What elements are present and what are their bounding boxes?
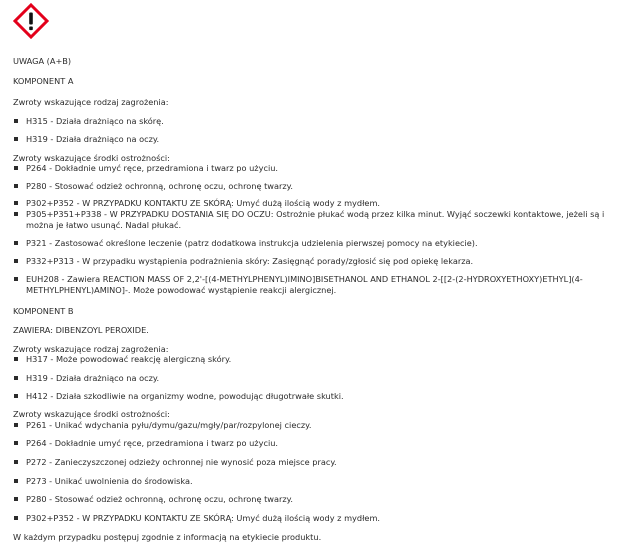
ghs-exclamation-mark-icon <box>13 3 49 39</box>
component-b-hazard-item: H317 - Może powodować reakcję alergiczną skóry. <box>13 354 626 365</box>
bullet-icon <box>14 119 18 123</box>
component-b-precaution-item: P261 - Unikać wdychania pyłu/dymu/gazu/mgły/par/rozpylonej cieczy. <box>13 420 626 431</box>
component-b-hazard-item: H412 - Działa szkodliwie na organizmy wodne, powodując długotrwałe skutki. <box>13 391 626 402</box>
component-b-precaution-item: P302+P352 - W PRZYPADKU KONTAKTU ZE SKÓRĄ: Umyć dużą ilością wody z mydłem. <box>13 513 626 524</box>
bullet-icon <box>14 201 18 205</box>
component-b-precaution-item: P280 - Stosować odzież ochronną, ochronę oczu, ochronę twarzy. <box>13 494 626 505</box>
bullet-icon <box>14 516 18 520</box>
component-a-hazard-item: H315 - Działa drażniąco na skórę. <box>13 116 626 127</box>
warning-header: UWAGA (A+B) <box>13 56 72 66</box>
bullet-icon <box>14 137 18 141</box>
footer-note: W każdym przypadku postępuj zgodnie z informacją na etykiecie produktu. <box>13 532 322 542</box>
bullet-icon <box>14 259 18 263</box>
component-a-precaution-item: P321 - Zastosować określone leczenie (patrz dodatkowa instrukcja udzielenia pierwszej pomocy na etykiecie). <box>13 238 626 249</box>
bullet-icon <box>14 277 18 281</box>
component-a-precaution-item: P280 - Stosować odzież ochronną, ochronę oczu, ochronę twarzy. <box>13 181 626 192</box>
bullet-icon <box>14 460 18 464</box>
bullet-icon <box>14 241 18 245</box>
bullet-icon <box>14 423 18 427</box>
component-b-precaution-item: P273 - Unikać uwolnienia do środowiska. <box>13 476 626 487</box>
bullet-icon <box>14 376 18 380</box>
component-a-precaution-item: P332+P313 - W przypadku wystąpienia podrażnienia skóry: Zasięgnąć porady/zgłosić się pod opiekę lekarza. <box>13 256 626 267</box>
component-b-contains: ZAWIERA: DIBENZOYL PEROXIDE. <box>13 325 149 335</box>
component-a-precaution-item: P302+P352 - W PRZYPADKU KONTAKTU ZE SKÓRĄ: Umyć dużą ilością wody z mydłem. <box>13 198 626 209</box>
component-b-hazard-heading: Zwroty wskazujące rodzaj zagrożenia: <box>13 344 169 354</box>
component-a-precaution-item: EUH208 - Zawiera REACTION MASS OF 2,2'-[(4-METHYLPHENYL)IMINO]BISETHANOL AND ETHANOL 2-[[2-(2-HYDROXYETHOXY)ETHYL](4-METHYLPHENYL)AMINO]-. Może powodować wystąpienie reakcji alergicznej. <box>13 274 626 296</box>
component-a-precaution-item: P305+P351+P338 - W PRZYPADKU DOSTANIA SIĘ DO OCZU: Ostrożnie płukać wodą przez kilka minut. Wyjąć soczewki kontaktowe, jeżeli są i można je łatwo usunąć. Nadal płukać. <box>13 209 626 231</box>
component-b-title: KOMPONENT B <box>13 306 74 316</box>
component-a-precaution-heading: Zwroty wskazujące środki ostrożności: <box>13 153 170 163</box>
component-a-hazard-item: H319 - Działa drażniąco na oczy. <box>13 134 626 145</box>
bullet-icon <box>14 441 18 445</box>
component-a-precaution-item: P264 - Dokładnie umyć ręce, przedramiona i twarz po użyciu. <box>13 163 626 174</box>
component-a-title: KOMPONENT A <box>13 76 74 86</box>
bullet-icon <box>14 357 18 361</box>
bullet-icon <box>14 166 18 170</box>
bullet-icon <box>14 497 18 501</box>
bullet-icon <box>14 479 18 483</box>
component-a-hazard-heading: Zwroty wskazujące rodzaj zagrożenia: <box>13 97 169 107</box>
component-b-precaution-item: P272 - Zanieczyszczonej odzieży ochronnej nie wynosić poza miejsce pracy. <box>13 457 626 468</box>
bullet-icon <box>14 212 18 216</box>
component-b-precaution-item: P264 - Dokładnie umyć ręce, przedramiona i twarz po użyciu. <box>13 438 626 449</box>
component-b-hazard-item: H319 - Działa drażniąco na oczy. <box>13 373 626 384</box>
bullet-icon <box>14 394 18 398</box>
component-b-precaution-heading: Zwroty wskazujące środki ostrożności: <box>13 409 170 419</box>
bullet-icon <box>14 184 18 188</box>
